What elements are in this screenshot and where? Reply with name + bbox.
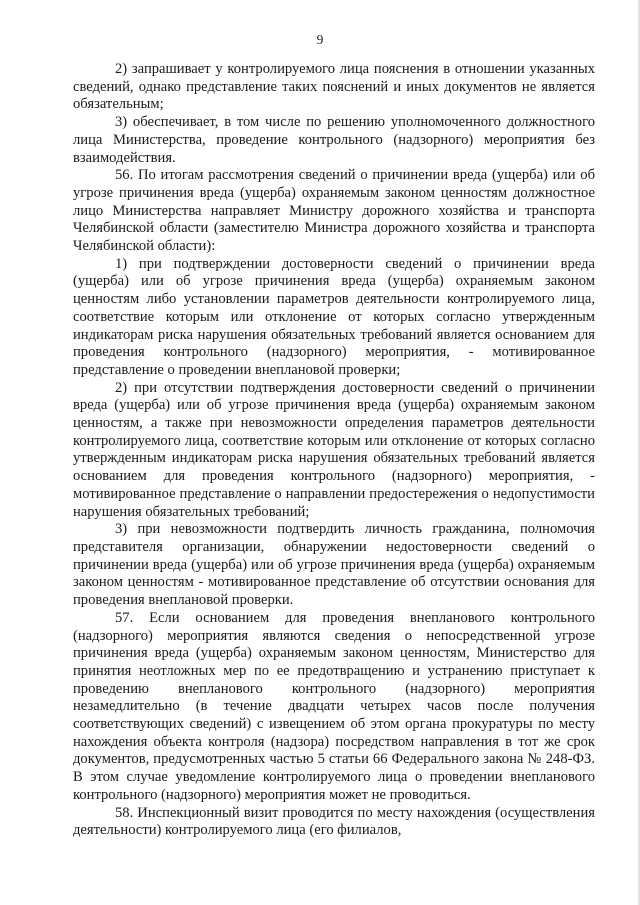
paragraph-56: 56. По итогам рассмотрения сведений о причинении вреда (ущерба) или об угрозе причинения вреда (ущерба) охраняемым законом ценностям должностное лицо Министерства направляет Министру дорожного хозяйства и транспорта Челябинской области (заместителю Министра дорожного хозяйства и транспорта Челябинской области): xyxy=(73,167,595,255)
document-body xyxy=(73,61,595,840)
paragraph-58: 58. Инспекционный визит проводится по месту нахождения (осуществления деятельности) контролируемого лица (его филиалов, xyxy=(73,804,595,839)
page-number: 9 xyxy=(316,32,324,47)
paragraph-56-item-1: 1) при подтверждении достоверности сведений о причинении вреда (ущерба) или об угрозе причинения вреда (ущерба) охраняемым законом ценностям либо установлении параметров деятельности контролируемого лица, соответствие которым или отклонение от которых согласно утвержденным индикаторам риска нарушения обязательных требований является основанием для проведения контрольного (надзорного) мероприятия, - мотивированное представление о проведении внеплановой проверки; xyxy=(73,255,595,378)
paragraph-56-item-3: 3) при невозможности подтвердить личность гражданина, полномочия представителя организации, обнаружении недостоверности сведений о причинении вреда (ущерба) или об угрозе причинения вреда (ущерба) охраняемым законом ценностям - мотивированное представление об отсутствии основания для проведения внеплановой проверки. xyxy=(73,521,595,609)
paragraph-56-item-2: 2) при отсутствии подтверждения достоверности сведений о причинении вреда (ущерба) или об угрозе причинения вреда (ущерба) охраняемым законом ценностям, а также при невозможности определения параметров деятельности контролируемого лица, соответствие которым или отклонение от которых согласно утвержденным индикаторам риска нарушения обязательных требований является основанием для проведения контрольного (надзорного) мероприятия, - мотивированное представление о направлении предостережения о недопустимости нарушения обязательных требований; xyxy=(73,379,595,520)
paragraph-57: 57. Если основанием для проведения внепланового контрольного (надзорного) мероприятия являются сведения о непосредственной угрозе причинения вреда (ущерба) охраняемым законом ценностям, Министерство для принятия неотложных мер по ее предотвращению и устранению приступает к проведению внепланового контрольного (надзорного) мероприятия незамедлительно (в течение двадцати четырех часов после получения соответствующих сведений) с извещением об этом органа прокуратуры по месту нахождения объекта контроля (надзора) посредством направления в тот же срок документов, предусмотренных частью 5 статьи 66 Федерального закона № 248-ФЗ. В этом случае уведомление контролируемого лица о проведении внепланового контрольного (надзорного) мероприятия может не проводиться. xyxy=(73,609,595,803)
paragraph-item-2-request-explanations: 2) запрашивает у контролируемого лица пояснения в отношении указанных сведений, однако представление таких пояснений и иных документов не является обязательным; xyxy=(73,61,595,113)
paragraph-item-3-ensures-measure: 3) обеспечивает, в том числе по решению уполномоченного должностного лица Министерства, проведение контрольного (надзорного) мероприятия без взаимодействия. xyxy=(73,114,595,166)
